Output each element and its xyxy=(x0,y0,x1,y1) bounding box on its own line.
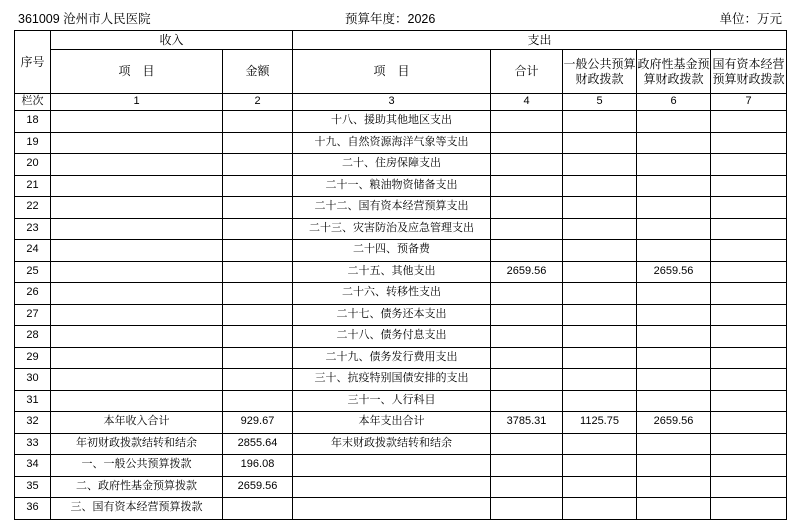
table-group-header-row xyxy=(15,31,787,50)
row-income-amount: 196.08 xyxy=(223,455,293,477)
row-income-item xyxy=(51,347,223,369)
row-expense-total xyxy=(491,498,563,520)
row-sequence: 34 xyxy=(15,455,51,477)
row-sequence: 29 xyxy=(15,347,51,369)
row-sequence: 23 xyxy=(15,218,51,240)
row-expense-fund xyxy=(637,498,711,520)
row-expense-fund xyxy=(637,476,711,498)
row-expense-total xyxy=(491,433,563,455)
row-expense-general xyxy=(563,390,637,412)
lane-label: 栏次 xyxy=(15,94,51,111)
row-income-amount xyxy=(223,175,293,197)
row-expense-total xyxy=(491,283,563,305)
table-row xyxy=(15,455,787,477)
row-expense-item xyxy=(293,455,491,477)
row-income-amount xyxy=(223,326,293,348)
row-expense-item: 二十九、债务发行费用支出 xyxy=(293,347,491,369)
row-expense-fund xyxy=(637,369,711,391)
row-expense-total xyxy=(491,197,563,219)
row-expense-item: 十九、自然资源海洋气象等支出 xyxy=(293,132,491,154)
row-sequence: 35 xyxy=(15,476,51,498)
row-expense-total: 2659.56 xyxy=(491,261,563,283)
header-expense-item: 项 目 xyxy=(293,50,491,94)
row-expense-item: 二十三、灾害防治及应急管理支出 xyxy=(293,218,491,240)
lane-number-6: 6 xyxy=(637,94,711,111)
table-row xyxy=(15,433,787,455)
row-expense-item: 二十、住房保障支出 xyxy=(293,154,491,176)
row-income-amount xyxy=(223,111,293,133)
row-income-item xyxy=(51,240,223,262)
row-income-item: 本年收入合计 xyxy=(51,412,223,434)
row-sequence: 26 xyxy=(15,283,51,305)
header-income-group: 收入 xyxy=(51,31,293,50)
lane-number-5: 5 xyxy=(563,94,637,111)
header-expense-general-budget: 一般公共预算财政拨款 xyxy=(563,50,637,94)
row-expense-item: 本年支出合计 xyxy=(293,412,491,434)
row-expense-general xyxy=(563,326,637,348)
row-expense-item: 二十五、其他支出 xyxy=(293,261,491,283)
table-row xyxy=(15,369,787,391)
table-body xyxy=(15,111,787,520)
row-sequence: 21 xyxy=(15,175,51,197)
table-row xyxy=(15,240,787,262)
row-expense-capital xyxy=(711,304,787,326)
row-expense-total xyxy=(491,132,563,154)
table-row xyxy=(15,154,787,176)
row-expense-fund xyxy=(637,326,711,348)
row-income-amount xyxy=(223,154,293,176)
row-expense-item: 二十七、债务还本支出 xyxy=(293,304,491,326)
table-row xyxy=(15,412,787,434)
row-sequence: 24 xyxy=(15,240,51,262)
row-income-amount xyxy=(223,369,293,391)
table-row xyxy=(15,304,787,326)
row-sequence: 19 xyxy=(15,132,51,154)
table-row xyxy=(15,347,787,369)
row-expense-fund xyxy=(637,455,711,477)
row-expense-general xyxy=(563,476,637,498)
table-row xyxy=(15,111,787,133)
row-income-amount xyxy=(223,304,293,326)
row-expense-general xyxy=(563,240,637,262)
table-row xyxy=(15,197,787,219)
row-expense-total xyxy=(491,476,563,498)
table-row xyxy=(15,218,787,240)
row-expense-total xyxy=(491,218,563,240)
row-expense-fund xyxy=(637,218,711,240)
row-income-amount xyxy=(223,197,293,219)
lane-number-3: 3 xyxy=(293,94,491,111)
row-income-item xyxy=(51,390,223,412)
row-income-item xyxy=(51,261,223,283)
lane-number-7: 7 xyxy=(711,94,787,111)
row-expense-general xyxy=(563,369,637,391)
row-income-amount xyxy=(223,390,293,412)
row-expense-capital xyxy=(711,390,787,412)
row-income-item: 二、政府性基金预算拨款 xyxy=(51,476,223,498)
row-expense-capital xyxy=(711,197,787,219)
row-income-amount xyxy=(223,240,293,262)
row-expense-general xyxy=(563,498,637,520)
row-expense-fund xyxy=(637,111,711,133)
row-income-item xyxy=(51,175,223,197)
table-row xyxy=(15,175,787,197)
row-expense-capital xyxy=(711,240,787,262)
header-income-item: 项 目 xyxy=(51,50,223,94)
row-expense-total xyxy=(491,455,563,477)
row-expense-fund xyxy=(637,175,711,197)
row-sequence: 36 xyxy=(15,498,51,520)
row-expense-capital xyxy=(711,154,787,176)
row-expense-capital xyxy=(711,476,787,498)
table-row xyxy=(15,261,787,283)
row-expense-item xyxy=(293,476,491,498)
row-income-amount: 929.67 xyxy=(223,412,293,434)
row-expense-general xyxy=(563,433,637,455)
header-expense-group: 支出 xyxy=(293,31,787,50)
row-income-amount xyxy=(223,132,293,154)
row-expense-capital xyxy=(711,412,787,434)
header-expense-total: 合计 xyxy=(491,50,563,94)
row-income-item xyxy=(51,132,223,154)
row-expense-total xyxy=(491,369,563,391)
row-income-amount xyxy=(223,218,293,240)
row-income-item xyxy=(51,326,223,348)
row-expense-total xyxy=(491,154,563,176)
row-expense-item xyxy=(293,498,491,520)
row-expense-capital xyxy=(711,132,787,154)
row-expense-item: 三十一、人行科目 xyxy=(293,390,491,412)
row-income-item xyxy=(51,304,223,326)
row-expense-total xyxy=(491,347,563,369)
row-expense-general: 1125.75 xyxy=(563,412,637,434)
row-income-item: 一、一般公共预算拨款 xyxy=(51,455,223,477)
lane-number-4: 4 xyxy=(491,94,563,111)
row-expense-total xyxy=(491,390,563,412)
table-column-header-row xyxy=(15,50,787,94)
row-expense-item: 二十四、预备费 xyxy=(293,240,491,262)
table-row xyxy=(15,283,787,305)
row-expense-fund: 2659.56 xyxy=(637,261,711,283)
row-expense-general xyxy=(563,218,637,240)
row-expense-fund xyxy=(637,154,711,176)
row-expense-item: 十八、援助其他地区支出 xyxy=(293,111,491,133)
row-expense-total xyxy=(491,326,563,348)
row-expense-general xyxy=(563,261,637,283)
row-expense-fund xyxy=(637,197,711,219)
row-expense-total xyxy=(491,175,563,197)
row-expense-fund xyxy=(637,433,711,455)
row-income-item xyxy=(51,369,223,391)
row-expense-capital xyxy=(711,326,787,348)
row-expense-general xyxy=(563,197,637,219)
lane-number-2: 2 xyxy=(223,94,293,111)
row-expense-fund xyxy=(637,240,711,262)
row-expense-capital xyxy=(711,175,787,197)
row-income-item: 三、国有资本经营预算拨款 xyxy=(51,498,223,520)
table-row xyxy=(15,390,787,412)
row-expense-general xyxy=(563,283,637,305)
table-row xyxy=(15,326,787,348)
row-income-amount: 2659.56 xyxy=(223,476,293,498)
row-expense-item: 二十一、粮油物资储备支出 xyxy=(293,175,491,197)
row-expense-fund xyxy=(637,132,711,154)
row-expense-total: 3785.31 xyxy=(491,412,563,434)
row-expense-total xyxy=(491,111,563,133)
row-income-item: 年初财政拨款结转和结余 xyxy=(51,433,223,455)
row-sequence: 32 xyxy=(15,412,51,434)
budget-table xyxy=(14,30,787,520)
row-expense-capital xyxy=(711,218,787,240)
row-expense-total xyxy=(491,240,563,262)
row-sequence: 33 xyxy=(15,433,51,455)
row-income-item xyxy=(51,283,223,305)
row-expense-capital xyxy=(711,347,787,369)
row-sequence: 18 xyxy=(15,111,51,133)
row-income-amount xyxy=(223,261,293,283)
row-expense-general xyxy=(563,154,637,176)
row-income-amount: 2855.64 xyxy=(223,433,293,455)
table-row xyxy=(15,498,787,520)
row-expense-capital xyxy=(711,498,787,520)
row-expense-general xyxy=(563,111,637,133)
row-expense-fund xyxy=(637,390,711,412)
row-expense-general xyxy=(563,347,637,369)
row-expense-item: 二十八、债务付息支出 xyxy=(293,326,491,348)
row-sequence: 30 xyxy=(15,369,51,391)
row-expense-capital xyxy=(711,433,787,455)
row-expense-item: 年末财政拨款结转和结余 xyxy=(293,433,491,455)
row-expense-fund xyxy=(637,347,711,369)
row-expense-item: 三十、抗疫特别国债安排的支出 xyxy=(293,369,491,391)
row-expense-capital xyxy=(711,111,787,133)
header-income-amount: 金额 xyxy=(223,50,293,94)
table-lane-row xyxy=(15,94,787,111)
unit-code-label: 361009 沧州市人民医院 xyxy=(18,12,151,26)
row-sequence: 28 xyxy=(15,326,51,348)
row-expense-capital xyxy=(711,369,787,391)
lane-number-1: 1 xyxy=(51,94,223,111)
row-sequence: 22 xyxy=(15,197,51,219)
row-sequence: 31 xyxy=(15,390,51,412)
row-income-amount xyxy=(223,283,293,305)
row-expense-item: 二十二、国有资本经营预算支出 xyxy=(293,197,491,219)
row-income-item xyxy=(51,111,223,133)
header-sequence: 序号 xyxy=(15,31,51,94)
row-sequence: 20 xyxy=(15,154,51,176)
row-expense-item: 二十六、转移性支出 xyxy=(293,283,491,305)
row-income-item xyxy=(51,154,223,176)
row-expense-capital xyxy=(711,283,787,305)
row-income-item xyxy=(51,218,223,240)
row-income-item xyxy=(51,197,223,219)
row-expense-general xyxy=(563,132,637,154)
amount-unit-label: 单位：万元 xyxy=(719,12,782,26)
row-expense-fund xyxy=(637,283,711,305)
fiscal-year-label: 预算年度：2026 xyxy=(345,12,436,26)
row-expense-capital xyxy=(711,455,787,477)
document-header xyxy=(0,0,800,30)
header-expense-government-fund: 政府性基金预算财政拨款 xyxy=(637,50,711,94)
table-row xyxy=(15,476,787,498)
row-expense-general xyxy=(563,175,637,197)
row-expense-fund: 2659.56 xyxy=(637,412,711,434)
table-row xyxy=(15,132,787,154)
row-expense-total xyxy=(491,304,563,326)
row-income-amount xyxy=(223,347,293,369)
row-expense-general xyxy=(563,455,637,477)
header-expense-state-capital: 国有资本经营预算财政拨款 xyxy=(711,50,787,94)
row-sequence: 27 xyxy=(15,304,51,326)
row-expense-capital xyxy=(711,261,787,283)
row-sequence: 25 xyxy=(15,261,51,283)
row-income-amount xyxy=(223,498,293,520)
row-expense-general xyxy=(563,304,637,326)
row-expense-fund xyxy=(637,304,711,326)
